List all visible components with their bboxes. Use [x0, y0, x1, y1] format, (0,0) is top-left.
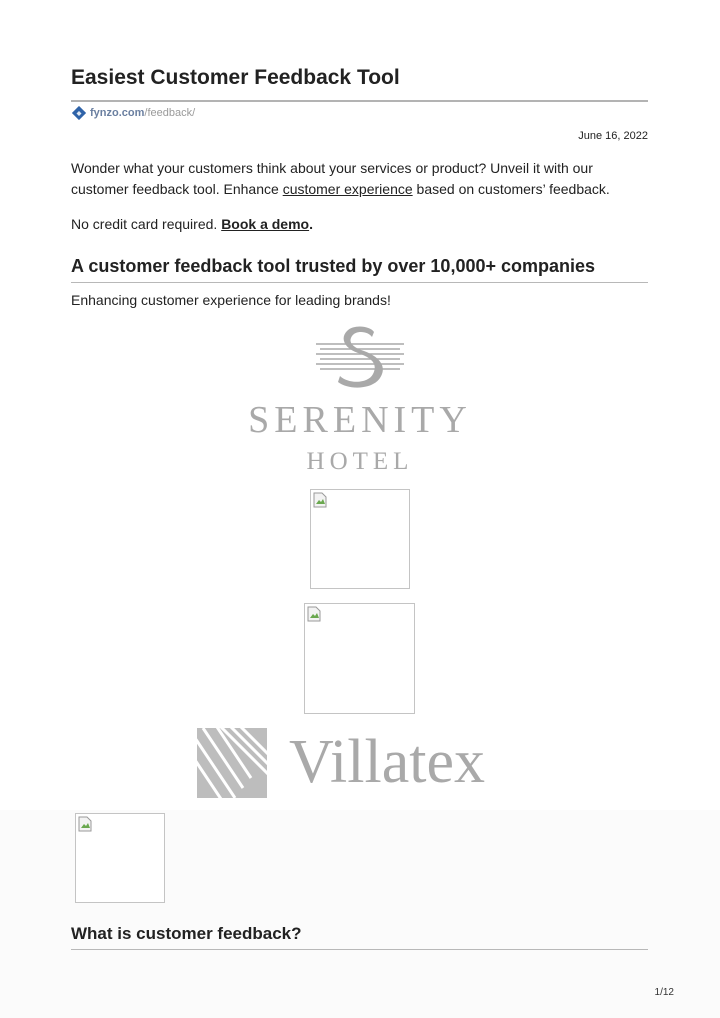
- intro-text-after: based on customers’ feedback.: [412, 181, 610, 197]
- intro-paragraph: [71, 158, 649, 200]
- broken-image-logo-1: [310, 489, 410, 589]
- section2-divider: [71, 949, 648, 950]
- broken-image-icon: [307, 606, 321, 622]
- broken-image-logo-2: [304, 603, 415, 714]
- broken-image-icon: [313, 492, 327, 508]
- publish-date: June 16, 2022: [578, 130, 648, 142]
- cta-prefix: No credit card required.: [71, 216, 222, 232]
- fynzo-logo-icon: [72, 106, 86, 120]
- broken-image-icon: [78, 816, 92, 832]
- broken-image-logo-3: [75, 813, 165, 903]
- intro-text-before: Wonder what your customers think about your services or product? Unveil it with our customer feedback tool. Enhance: [71, 160, 593, 197]
- section-subtext: Enhancing customer experience for leading brands!: [71, 292, 391, 308]
- title-divider: [71, 100, 648, 102]
- villatex-logo: [197, 728, 527, 800]
- villatex-emblem: [197, 728, 267, 798]
- cta-paragraph: [71, 214, 649, 235]
- serenity-s-emblem: [314, 322, 406, 392]
- hotel-wordmark: HOTEL: [306, 448, 414, 475]
- cta-suffix: .: [309, 216, 313, 232]
- section-divider: [71, 282, 648, 283]
- serenity-wordmark: SERENITY: [248, 399, 472, 441]
- book-demo-link[interactable]: Book a demo: [221, 216, 310, 232]
- section-heading-trusted: A customer feedback tool trusted by over 10,000+ companies: [71, 256, 596, 276]
- page-number: 1/12: [654, 987, 674, 998]
- source-path: /feedback/: [144, 107, 196, 119]
- serenity-hotel-logo: [238, 322, 482, 478]
- source-domain: fynzo.com: [90, 107, 145, 119]
- villatex-wordmark: Villatex: [289, 728, 485, 796]
- section-heading-what-is-feedback: What is customer feedback?: [71, 924, 302, 943]
- customer-experience-link[interactable]: customer experience: [282, 181, 413, 197]
- page-title: Easiest Customer Feedback Tool: [71, 66, 400, 89]
- source-link[interactable]: [72, 106, 195, 120]
